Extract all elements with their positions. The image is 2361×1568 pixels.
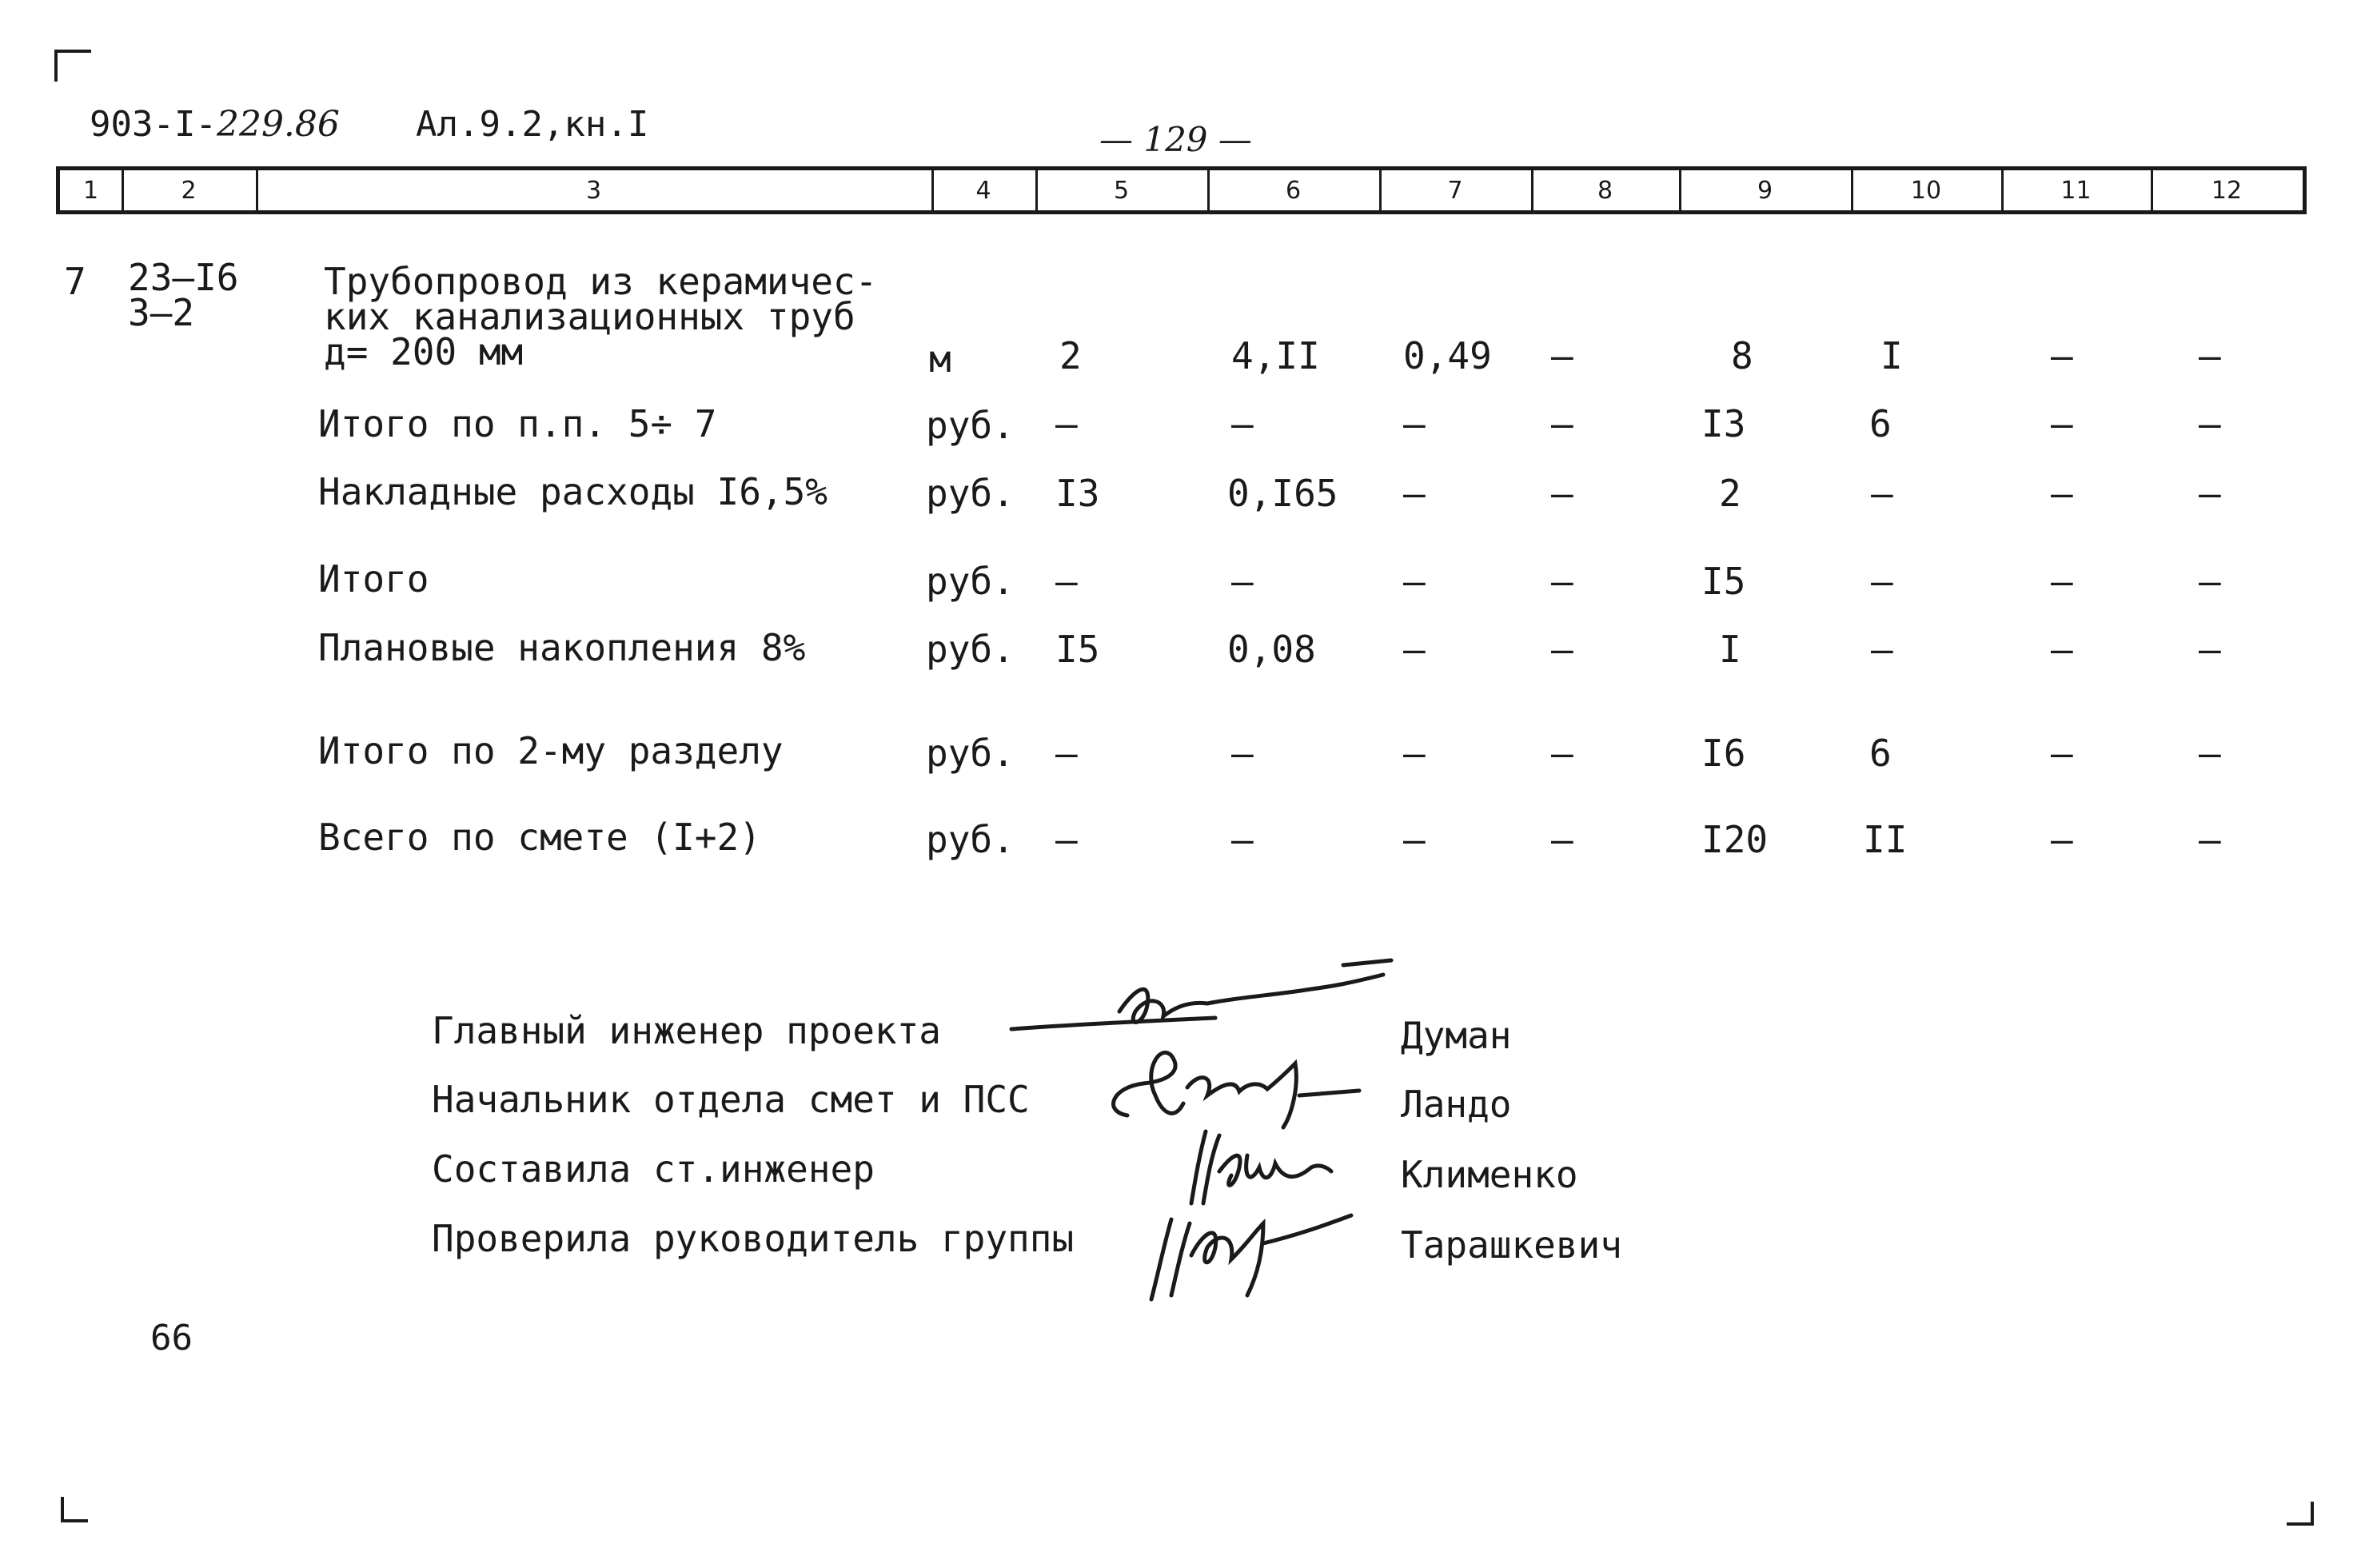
cell-col5: – (1055, 818, 1078, 861)
cell-col11: – (2051, 334, 2073, 377)
column-number: 5 (1113, 177, 1130, 205)
cell-col10: 6 (1869, 732, 1892, 775)
row-label: Всего по смете (I+2) (318, 816, 761, 859)
cell-col12: – (2199, 732, 2221, 775)
cell-col6: 0,I65 (1227, 472, 1338, 515)
corner-mark-bottom-left (61, 1497, 88, 1522)
cell-col5: – (1055, 732, 1078, 775)
cell-col6: – (1231, 560, 1254, 603)
signatory-name: Клименко (1401, 1153, 1578, 1196)
column-number: 4 (975, 177, 991, 205)
unit: руб. (926, 404, 1015, 447)
cell-col9: I6 (1701, 732, 1746, 775)
column-number: 12 (2211, 177, 2243, 205)
cell-col7: – (1403, 818, 1426, 861)
row-label: Плановые накопления 8% (318, 626, 806, 669)
signatory-name: Думан (1401, 1014, 1512, 1057)
column-number: 8 (1597, 177, 1613, 205)
cell-col5: I3 (1055, 472, 1100, 515)
unit: руб. (926, 560, 1015, 603)
handwritten-signature-4 (1143, 1199, 1359, 1303)
cell-col9: 2 (1719, 472, 1741, 515)
unit: м (929, 337, 951, 381)
cell-col12: – (2199, 818, 2221, 861)
column-number: 7 (1447, 177, 1463, 205)
row-label: Итого по п.п. 5÷ 7 (318, 402, 717, 445)
cell-col8: – (1551, 628, 1573, 671)
row-label: Итого (318, 557, 429, 600)
cell-col9: I3 (1701, 402, 1746, 445)
cell-col7: – (1403, 732, 1426, 775)
cell-col6: 0,08 (1227, 628, 1316, 671)
row-label: Накладные расходы I6,5% (318, 470, 828, 513)
row-number: 7 (64, 260, 86, 303)
handwritten-signature-1 (1007, 956, 1423, 1043)
cell-col8: – (1551, 472, 1573, 515)
cell-col7: – (1403, 560, 1426, 603)
cell-col6: 4,II (1231, 334, 1320, 377)
cell-col10: – (1871, 560, 1893, 603)
cell-col9: I (1719, 628, 1741, 671)
column-number: 2 (181, 177, 197, 205)
cell-col8: – (1551, 334, 1573, 377)
cell-col7: – (1403, 472, 1426, 515)
signature-role: Проверила руководитель группы (432, 1217, 1075, 1260)
cell-col11: – (2051, 472, 2073, 515)
column-number: 10 (1910, 177, 1942, 205)
cell-col7: 0,49 (1403, 334, 1492, 377)
item-description: Трубопровод из керамичес- ких канализационных труб д= 200 мм (324, 260, 878, 373)
cell-col6: – (1231, 732, 1254, 775)
cell-col9: I20 (1701, 818, 1769, 861)
cell-col8: – (1551, 732, 1573, 775)
cell-col8: – (1551, 818, 1573, 861)
cell-col10: II (1863, 818, 1908, 861)
cell-col5: – (1055, 560, 1078, 603)
cell-col11: – (2051, 818, 2073, 861)
unit: руб. (926, 472, 1015, 515)
unit: руб. (926, 628, 1015, 671)
cell-col5: 2 (1059, 334, 1082, 377)
cell-col7: – (1403, 402, 1426, 445)
doc-code-handwritten: 229.86 (216, 104, 340, 145)
sheet-number: 66 (150, 1318, 193, 1359)
cell-col6: – (1231, 818, 1254, 861)
signatory-name: Тарашкевич (1401, 1223, 1622, 1267)
column-number: 1 (82, 177, 99, 205)
cell-col12: – (2199, 560, 2221, 603)
album-reference: Ал.9.2,кн.I (416, 104, 649, 145)
corner-mark-top-left (54, 50, 91, 82)
unit: руб. (926, 732, 1015, 775)
cell-col12: – (2199, 628, 2221, 671)
column-number: 3 (585, 177, 602, 205)
cell-col10: I (1880, 334, 1903, 377)
page-number: — 129 — (1099, 120, 1252, 159)
handwritten-signature-2 (1095, 1039, 1383, 1135)
cell-col8: – (1551, 402, 1573, 445)
cell-col5: I5 (1055, 628, 1100, 671)
cell-col8: – (1551, 560, 1573, 603)
column-number: 6 (1285, 177, 1302, 205)
rate-code: 23–I6 3–2 (128, 256, 239, 334)
corner-mark-bottom-right (2287, 1502, 2314, 1526)
cell-col11: – (2051, 402, 2073, 445)
cell-col12: – (2199, 334, 2221, 377)
cell-col11: – (2051, 560, 2073, 603)
signature-role: Составила ст.инженер (432, 1147, 875, 1191)
doc-code (90, 104, 340, 145)
cell-col9: 8 (1731, 334, 1753, 377)
handwritten-signature-3 (1175, 1123, 1335, 1211)
cell-col11: – (2051, 732, 2073, 775)
cell-col10: – (1871, 472, 1893, 515)
cell-col7: – (1403, 628, 1426, 671)
column-number: 11 (2060, 177, 2092, 205)
cell-col12: – (2199, 402, 2221, 445)
doc-code-prefix: 903-I- (90, 104, 217, 145)
cell-col10: 6 (1869, 402, 1892, 445)
signatory-name: Ландо (1401, 1083, 1512, 1126)
column-number-header (56, 166, 2307, 214)
cell-col5: – (1055, 402, 1078, 445)
cell-col11: – (2051, 628, 2073, 671)
row-label: Итого по 2-му разделу (318, 729, 784, 772)
signature-role: Начальник отдела смет и ПСС (432, 1078, 1030, 1121)
unit: руб. (926, 818, 1015, 861)
column-number: 9 (1757, 177, 1773, 205)
cell-col9: I5 (1701, 560, 1746, 603)
cell-col12: – (2199, 472, 2221, 515)
cell-col10: – (1871, 628, 1893, 671)
signature-role: Главный инженер проекта (432, 1009, 941, 1052)
cell-col6: – (1231, 402, 1254, 445)
